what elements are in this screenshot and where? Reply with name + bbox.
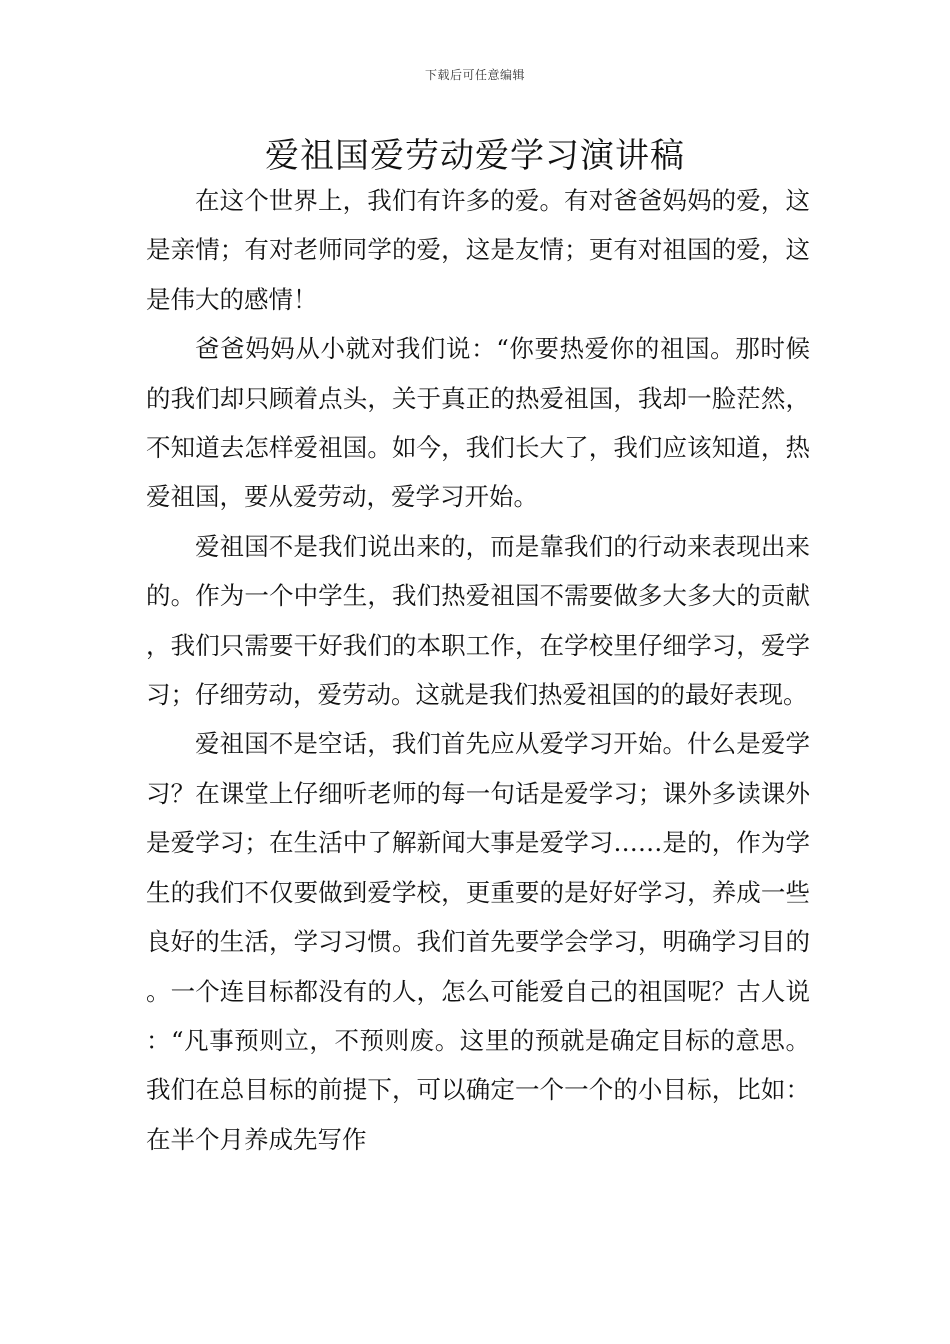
paragraph-4: 爱祖国不是空话，我们首先应从爱学习开始。什么是爱学习？在课堂上仔细听老师的每一句话是爱学习；课外多读课外是爱学习；在生活中了解新闻大事是爱学习……是的，作为学生的我们不仅要做到爱学校，更重要的是好好学习，养成一些良好的生活，学习习惯。我们首先要学会学习，明确学习目的。一个连目标都没有的人，怎么可能爱自己的祖国呢？古人说：“凡事预则立，不预则废。这里的预就是确定目标的意思。我们在总目标的前提下，可以确定一个一个的小目标，比如：在半个月养成先写作 — [146, 729, 810, 1154]
paragraph-1: 在这个世界上，我们有许多的爱。有对爸爸妈妈的爱，这是亲情；有对老师同学的爱，这是友情；更有对祖国的爱，这是伟大的感情！ — [146, 186, 810, 314]
document-body — [146, 176, 810, 1164]
header-note: 下载后可任意编辑 — [424, 68, 525, 82]
document-title: 爱祖国爱劳动爱学习演讲稿 — [265, 136, 685, 176]
paragraph-2: 爸爸妈妈从小就对我们说：“你要热爱你的祖国。那时候的我们却只顾着点头，关于真正的热爱祖国，我却一脸茫然，不知道去怎样爱祖国。如今，我们长大了，我们应该知道，热爱祖国，要从爱劳动，爱学习开始。 — [146, 334, 810, 512]
paragraph-3: 爱祖国不是我们说出来的，而是靠我们的行动来表现出来的。作为一个中学生，我们热爱祖国不需要做多大多大的贡献，我们只需要干好我们的本职工作，在学校里仔细学习，爱学习；仔细劳动，爱劳动。这就是我们热爱祖国的的最好表现。 — [146, 531, 810, 710]
